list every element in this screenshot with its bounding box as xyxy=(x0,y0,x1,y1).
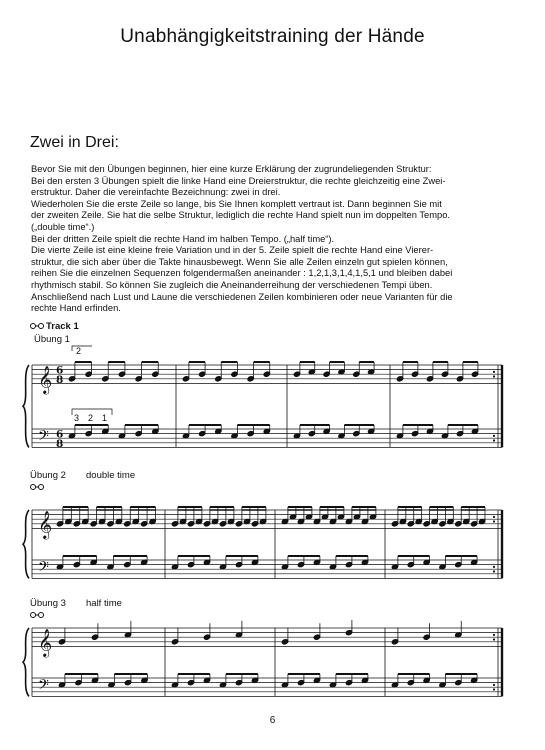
system-brace xyxy=(23,510,29,578)
track-label: Track 1 xyxy=(46,321,79,332)
paragraph-line: Wiederholen Sie die erste Zeile so lange, bis Sie Ihnen komplett vertraut ist. Dann beginnen Sie mit xyxy=(31,198,442,209)
fingering-number: 2 xyxy=(76,346,82,356)
headphone-track-icon[interactable] xyxy=(30,483,44,491)
fingering-number: 1 xyxy=(102,413,108,423)
repeat-dot xyxy=(493,371,495,373)
section-heading: Zwei in Drei: xyxy=(30,134,119,151)
system-brace xyxy=(23,628,29,696)
paragraph-line: („double time“.) xyxy=(31,221,95,232)
repeat-dot xyxy=(493,439,495,441)
repeat-dot xyxy=(493,516,495,518)
paragraph-line: rhythmisch stabil. So können Sie zugleich die Aneinanderreihung der verschiedenen Tempi üben. xyxy=(31,279,433,290)
paragraph-line: struktur, die sich aber über die Takte hinausbewegt. Wenn Sie alle Zeilen einzeln gut spielen können, xyxy=(31,256,448,267)
repeat-dot xyxy=(493,520,495,522)
repeat-dot xyxy=(493,375,495,377)
paragraph-line: Anschließend nach Lust und Laune die verschiedenen Zeilen kombinieren oder neue Varianten für die xyxy=(31,291,453,302)
repeat-dot xyxy=(493,638,495,640)
exercise-subtitle: half time xyxy=(86,598,122,609)
page-number: 6 xyxy=(269,715,276,726)
paragraph-line: rechte Hand erfinden. xyxy=(31,303,121,314)
paragraph-line: erstruktur. Daher die vereinfachte Bezeichnung: zwei in drei. xyxy=(31,187,281,198)
page-title: Unabhängigkeitstraining der Hände xyxy=(120,26,425,47)
time-signature-bottom: 8 xyxy=(56,373,64,386)
time-signature-top: 6 xyxy=(56,428,64,441)
headphone-track-icon[interactable] xyxy=(30,322,44,330)
paragraph-line: Bei den ersten 3 Übungen spielt die linke Hand eine Dreierstruktur, die rechte gleichzeitig eine Zwei- xyxy=(31,175,446,186)
time-signature-bottom: 8 xyxy=(56,437,64,450)
treble-clef-icon: 𝄞 xyxy=(38,510,53,539)
system-brace xyxy=(23,365,29,447)
exercise-title: Übung 3 xyxy=(30,598,66,609)
headphone-track-icon[interactable] xyxy=(30,611,44,619)
paragraph-line: Bevor Sie mit den Übungen beginnen, hier eine kurze Erklärung der zugrundeliegenden Struktur: xyxy=(31,164,432,174)
score-system-3 xyxy=(0,620,545,715)
exercise-subtitle: double time xyxy=(86,470,136,481)
repeat-dot xyxy=(493,684,495,686)
intro-paragraph xyxy=(31,164,511,315)
paragraph-line: Bei der dritten Zeile spielt die rechte Hand im halben Tempo. („half time“). xyxy=(31,233,335,244)
fingering-bracket xyxy=(72,346,92,351)
paragraph-line: der zweiten Zeile. Sie hat die selbe Struktur, lediglich die rechte Hand spielt nun im doppelten Tempo. xyxy=(31,210,450,221)
time-signature-top: 6 xyxy=(56,364,64,377)
paragraph-line: reihen Sie die einzelnen Sequenzen folgendermaßen aneinander : 1,2,1,3,1,4,1,5,1 und bleiben dabei xyxy=(31,268,453,279)
exercise-title: Übung 2 xyxy=(30,470,66,481)
bass-clef-icon: 𝄢 xyxy=(38,676,49,697)
treble-clef-icon: 𝄞 xyxy=(38,365,53,394)
paragraph-line: Die vierte Zeile ist eine kleine freie Variation und in der 5. Zeile spielt die rechte Hand eine Vierer- xyxy=(31,245,434,256)
score-system-1 xyxy=(0,343,545,468)
score-system-2 xyxy=(0,492,545,597)
repeat-dot xyxy=(493,566,495,568)
repeat-dot xyxy=(493,688,495,690)
bass-clef-icon: 𝄢 xyxy=(38,558,49,579)
fingering-number: 2 xyxy=(88,413,94,423)
repeat-dot xyxy=(493,634,495,636)
bass-clef-icon: 𝄢 xyxy=(38,427,49,448)
repeat-dot xyxy=(493,570,495,572)
fingering-number: 3 xyxy=(74,413,80,423)
treble-clef-icon: 𝄞 xyxy=(38,628,53,657)
repeat-dot xyxy=(493,435,495,437)
exercise-title: Übung 1 xyxy=(34,334,70,345)
